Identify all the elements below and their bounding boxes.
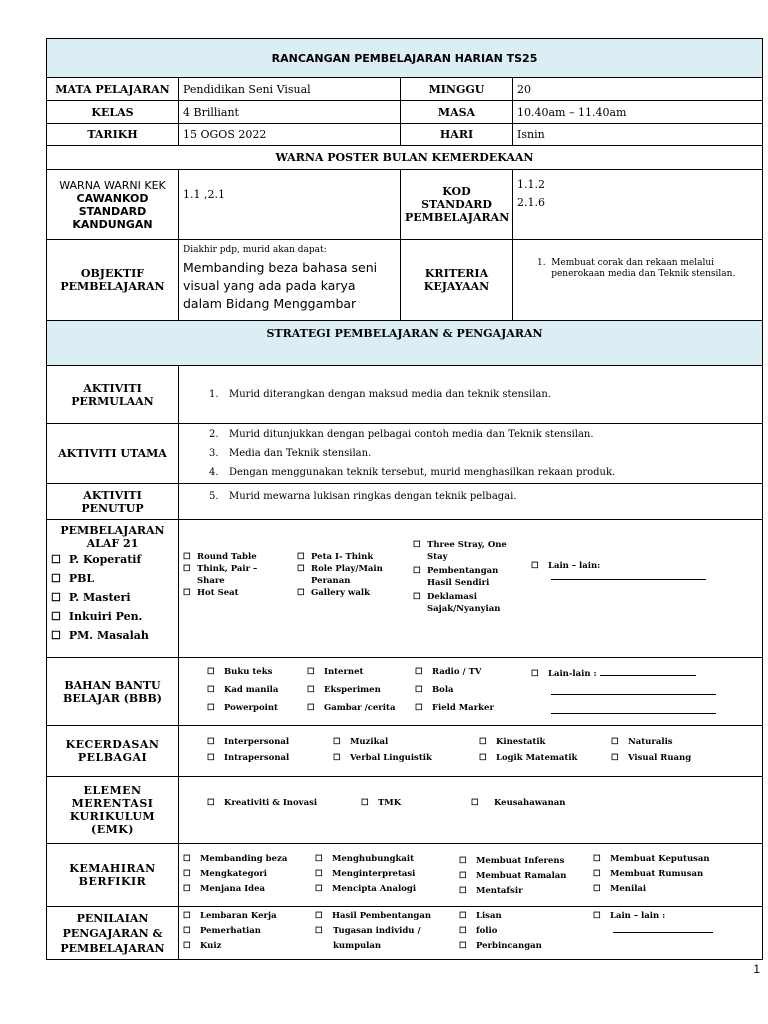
activity-number: 1. [209,389,219,400]
strategi-row [47,321,763,366]
alaf21-col-4 [531,560,711,584]
checkbox-icon: ☐ [207,737,215,747]
alaf21-grid [179,520,762,657]
option-item[interactable]: ☐ Menghubungkait [315,852,416,867]
option-item[interactable]: ☐ Tugasan individu / kumpulan [315,924,433,954]
hari-label: HARI [401,124,513,146]
checkbox-icon: ☐ [307,703,315,713]
option-item[interactable]: ☐ Role Play/Main Peranan [297,564,383,586]
activity-text: Murid diterangkan dengan maksud media dan teknik stensilan. [229,389,552,400]
checkbox-icon: ☐ [415,703,423,713]
aktiviti-permulaan-label: AKTIVITI PERMULAAN [47,366,179,424]
alaf21-option[interactable] [51,588,174,607]
checkbox-icon: ☐ [51,553,61,566]
option-item[interactable]: ☐ Internet [307,663,395,681]
checkbox-icon: ☐ [593,911,601,921]
kriteria-number: 1. [537,258,546,268]
checkbox-icon: ☐ [413,540,421,550]
checkbox-icon: ☐ [479,753,487,763]
kriteria-content [513,240,763,321]
bbb-col-2 [307,663,395,717]
option-item[interactable]: ☐ Intrapersonal [207,750,289,766]
option-item[interactable]: ☐ Kuiz [183,939,277,954]
option-item[interactable]: ☐ Visual Ruang [611,750,691,766]
option-item[interactable]: ☐ Powerpoint [207,699,278,717]
option-item[interactable]: ☐ Membuat Ramalan [459,869,566,884]
tarikh-value: 15 OGOS 2022 [179,124,401,146]
kecerdasan-options [179,726,763,777]
aktiviti-utama-row [47,424,763,484]
kecerdasan-col-1 [207,734,289,766]
alaf21-option-label: PBL [68,572,95,585]
standard-row [47,170,763,240]
checkbox-icon: ☐ [183,588,191,598]
option-item[interactable]: ☐ Menginterpretasi [315,867,416,882]
kemahiran-options [179,844,763,907]
checkbox-icon: ☐ [459,856,467,866]
option-item[interactable]: ☐ Peta I- Think [297,552,374,562]
activity-number: 5. [209,491,219,502]
minggu-value: 20 [513,78,763,101]
alaf21-left-list [51,550,174,645]
option-item[interactable]: ☐ Menjana Idea [183,882,287,897]
activity-number: 3. [209,448,219,459]
topic-row [47,146,763,170]
option-item[interactable]: ☐ Mentafsir [459,884,566,899]
checkbox-icon: ☐ [51,610,61,623]
kriteria-item [517,258,758,280]
option-item[interactable]: ☐ Membuat Rumusan [593,867,710,882]
option-item[interactable]: ☐ Perbincangan [459,939,542,954]
alaf21-option[interactable] [51,607,174,626]
kecerdasan-row [47,726,763,777]
checkbox-icon: ☐ [297,552,305,562]
checkbox-icon: ☐ [315,884,323,894]
checkbox-icon: ☐ [479,737,487,747]
option-item[interactable]: ☐ TMK [361,798,402,808]
activity-number: 4. [209,467,219,478]
activity-number: 2. [209,429,219,440]
activity-text: Murid ditunjukkan dengan pelbagai contoh media dan Teknik stensilan. [229,429,594,440]
checkbox-icon: ☐ [333,753,341,763]
checkbox-icon: ☐ [315,869,323,879]
mata-pelajaran-label: MATA PELAJARAN [47,78,179,101]
emk-grid [179,777,762,843]
kelas-label: KELAS [47,101,179,124]
checkbox-icon: ☐ [459,941,467,951]
emk-label: ELEMEN MERENTASI KURIKULUM (EMK) [47,777,179,844]
option-item[interactable]: ☐ Kad manila [207,681,278,699]
alaf21-row [47,520,763,658]
aktiviti-utama-label: AKTIVITI UTAMA [47,424,179,484]
penilaian-row [47,907,763,960]
activity-item [183,490,758,503]
kemahiran-label: KEMAHIRAN BERFIKIR [47,844,179,907]
kecerdasan-label: KECERDASAN PELBAGAI [47,726,179,777]
checkbox-icon: ☐ [297,588,305,598]
objektif-intro: Diakhir pdp, murid akan dapat: [183,245,327,255]
objektif-content [179,240,401,321]
checkbox-icon: ☐ [361,798,369,808]
lesson-topic: WARNA POSTER BULAN KEMERDEKAAN [47,146,763,170]
penilaian-options [179,907,763,960]
title-row [47,39,763,78]
aktiviti-utama-list [179,424,763,484]
option-item[interactable]: ☐ Gallery walk [297,588,370,598]
activity-item [183,444,758,463]
kemahiran-row [47,844,763,907]
option-item[interactable]: ☐ Pemerhatian [183,924,277,939]
checkbox-icon: ☐ [315,854,323,864]
standard-kandungan-label [47,170,179,240]
option-item[interactable]: ☐ Membuat Inferens [459,854,566,869]
penilaian-col-3 [459,909,542,954]
checkbox-icon: ☐ [183,854,191,864]
aktiviti-permulaan-row [47,366,763,424]
alaf21-cell [47,520,179,658]
checkbox-icon: ☐ [207,667,215,677]
penilaian-col-4 [593,909,723,939]
option-item[interactable]: ☐ folio [459,924,542,939]
checkbox-icon: ☐ [611,737,619,747]
lain-lain-line [600,675,696,676]
objektif-text: Membanding beza bahasa seni visual yang ada pada karya dalam Bidang Menggambar [183,260,378,311]
activity-item [183,425,758,444]
checkbox-icon: ☐ [333,737,341,747]
option-item[interactable]: ☐ Lisan [459,909,542,924]
checkbox-icon: ☐ [459,886,467,896]
checkbox-icon: ☐ [413,566,421,576]
bbb-row [47,658,763,726]
checkbox-icon: ☐ [415,685,423,695]
checkbox-icon: ☐ [315,926,323,936]
header-row-2 [47,101,763,124]
standard-pembelajaran-label: KOD STANDARD PEMBELAJARAN [401,170,513,240]
checkbox-icon: ☐ [413,592,421,602]
alaf21-option-label: P. Koperatif [68,553,142,566]
penilaian-col-1 [183,909,277,954]
option-item[interactable]: ☐ Lain-lain : [531,665,716,683]
checkbox-icon: ☐ [207,703,215,713]
option-item[interactable]: ☐ Lain – lain : [593,909,723,924]
checkbox-icon: ☐ [459,871,467,881]
checkbox-icon: ☐ [183,869,191,879]
mata-pelajaran-value: Pendidikan Seni Visual [179,78,401,101]
option-item[interactable]: ☐ Lain – lain: [531,561,601,571]
kemahiran-col-2 [315,852,416,897]
alaf21-option[interactable] [51,626,174,645]
option-item[interactable]: ☐ Three Stray, One Stay [413,540,507,562]
checkbox-icon: ☐ [459,911,467,921]
tarikh-label: TARIKH [47,124,179,146]
checkbox-icon: ☐ [415,667,423,677]
alaf21-option[interactable] [51,550,174,569]
option-item[interactable]: ☐ Logik Matematik [479,750,577,766]
option-item[interactable]: ☐ Deklamasi Sajak/Nyanyian [413,592,501,614]
option-item[interactable]: ☐ Keusahawanan [471,798,566,808]
bbb-col-3 [415,663,494,717]
standard-kandungan-value: 1.1 ,2.1 [179,170,401,240]
header-row-3 [47,124,763,146]
option-item[interactable]: ☐ Mengkategori [183,867,287,882]
option-item[interactable]: ☐ Buku teks [207,663,278,681]
checkbox-icon: ☐ [183,564,191,574]
alaf21-col-2 [297,551,407,599]
emk-options [179,777,763,844]
checkbox-icon: ☐ [307,685,315,695]
option-item[interactable]: ☐ Naturalis [611,734,691,750]
alaf21-options [179,520,763,658]
kandungan-label-line-2: CAWANKOD STANDARD KANDUNGAN [72,191,153,231]
activity-text: Murid mewarna lukisan ringkas dengan teknik pelbagai. [229,491,517,502]
alaf21-label: PEMBELAJARAN ALAF 21 [60,524,165,550]
bbb-options [179,658,763,726]
kriteria-label: KRITERIA KEJAYAAN [401,240,513,321]
alaf21-col-1 [183,551,293,599]
alaf21-option-label: PM. Masalah [68,629,149,642]
checkbox-icon: ☐ [183,926,191,936]
kecerdasan-grid [179,726,762,776]
alaf21-col-3 [413,539,525,615]
checkbox-icon: ☐ [183,552,191,562]
kecerdasan-col-4 [611,734,691,766]
bbb-label: BAHAN BANTU BELAJAR (BBB) [47,658,179,726]
masa-value: 10.40am – 11.40am [513,101,763,124]
checkbox-icon: ☐ [459,926,467,936]
kelas-value: 4 Brilliant [179,101,401,124]
hari-value: Isnin [513,124,763,146]
lain-lain-line[interactable] [551,579,706,580]
sp-code-1: 1.1.2 [517,178,545,191]
checkbox-icon: ☐ [207,753,215,763]
objektif-label: OBJEKTIF PEMBELAJARAN [47,240,179,321]
masa-label: MASA [401,101,513,124]
aktiviti-penutup-list [179,484,763,520]
activity-item [183,388,758,401]
kecerdasan-col-3 [479,734,577,766]
penilaian-label: PENILAIAN PENGAJARAN & PEMBELAJARAN [47,907,179,960]
lain-lain-line[interactable] [613,926,713,933]
checkbox-icon: ☐ [307,667,315,677]
option-item[interactable]: ☐ Bola [415,681,494,699]
kandungan-label-line-1: WARNA WARNI KEK [59,178,166,192]
option-item[interactable]: ☐ Radio / TV [415,663,494,681]
option-item[interactable]: ☐ Membuat Keputusan [593,852,710,867]
checkbox-icon: ☐ [207,798,215,808]
checkbox-icon: ☐ [207,685,215,695]
emk-row [47,777,763,844]
checkbox-icon: ☐ [471,798,479,808]
kriteria-text: Membuat corak dan rekaan melalui penerokaan media dan Teknik stensilan. [551,258,736,279]
aktiviti-permulaan-list [179,366,763,424]
aktiviti-penutup-row [47,484,763,520]
bbb-col-4 [531,665,716,721]
option-item[interactable]: ☐ Kinestatik [479,734,577,750]
kemahiran-col-4 [593,852,710,897]
strategi-heading: STRATEGI PEMBELAJARAN & PENGAJARAN [47,321,763,366]
alaf21-option-label: Inkuiri Pen. [68,610,143,623]
checkbox-icon: ☐ [51,591,61,604]
checkbox-icon: ☐ [51,572,61,585]
option-item[interactable]: ☐ Hasil Pembentangan [315,909,433,924]
bbb-col-1 [207,663,278,717]
minggu-label: MINGGU [401,78,513,101]
aktiviti-penutup-label: AKTIVITI PENUTUP [47,484,179,520]
sp-code-2: 2.1.6 [517,196,545,209]
option-item[interactable]: ☐ Interpersonal [207,734,289,750]
bbb-grid [179,658,762,725]
option-item[interactable]: ☐ Hot Seat [183,588,239,598]
option-item[interactable]: ☐ Gambar /cerita [307,699,395,717]
page-number: 1 [753,962,760,976]
option-item[interactable]: ☐ Muzikal [333,734,432,750]
checkbox-icon: ☐ [51,629,61,642]
option-item[interactable]: ☐ Menilai [593,882,710,897]
kecerdasan-col-2 [333,734,432,766]
alaf21-option[interactable] [51,569,174,588]
option-item[interactable]: ☐ Kreativiti & Inovasi [207,798,318,808]
standard-pembelajaran-values [513,170,763,240]
document-title: RANCANGAN PEMBELAJARAN HARIAN TS25 [47,39,763,78]
alaf21-option-label: P. Masteri [68,591,131,604]
checkbox-icon: ☐ [593,854,601,864]
checkbox-icon: ☐ [315,911,323,921]
option-item[interactable]: ☐ Verbal Linguistik [333,750,432,766]
checkbox-icon: ☐ [183,911,191,921]
checkbox-icon: ☐ [593,869,601,879]
objektif-row [47,240,763,321]
checkbox-icon: ☐ [183,884,191,894]
kemahiran-grid [179,844,762,906]
penilaian-grid [179,907,762,959]
checkbox-icon: ☐ [611,753,619,763]
option-item[interactable]: ☐ Round Table [183,552,257,562]
header-row-1 [47,78,763,101]
kemahiran-col-3 [459,854,566,899]
penilaian-col-2 [315,909,433,954]
checkbox-icon: ☐ [531,669,539,679]
option-item[interactable]: ☐ Lembaran Kerja [183,909,277,924]
option-item[interactable]: ☐ Mencipta Analogi [315,882,416,897]
lain-lain-line-2[interactable] [551,683,716,695]
kemahiran-col-1 [183,852,287,897]
option-item[interactable]: ☐ Pembentangan Hasil Sendiri [413,566,499,588]
checkbox-icon: ☐ [531,561,539,571]
option-item[interactable]: ☐ Membanding beza [183,852,287,867]
option-item[interactable]: ☐ Think, Pair – Share [183,564,258,586]
checkbox-icon: ☐ [183,941,191,951]
option-item[interactable]: ☐ Field Marker [415,699,494,717]
activity-item [183,463,758,482]
checkbox-icon: ☐ [593,884,601,894]
lain-lain-line-3[interactable] [551,702,716,714]
activity-text: Dengan menggunakan teknik tersebut, murid menghasilkan rekaan produk. [229,467,616,478]
lesson-plan-table [46,38,763,960]
checkbox-icon: ☐ [297,564,305,574]
activity-text: Media dan Teknik stensilan. [229,448,372,459]
option-item[interactable]: ☐ Eksperimen [307,681,395,699]
